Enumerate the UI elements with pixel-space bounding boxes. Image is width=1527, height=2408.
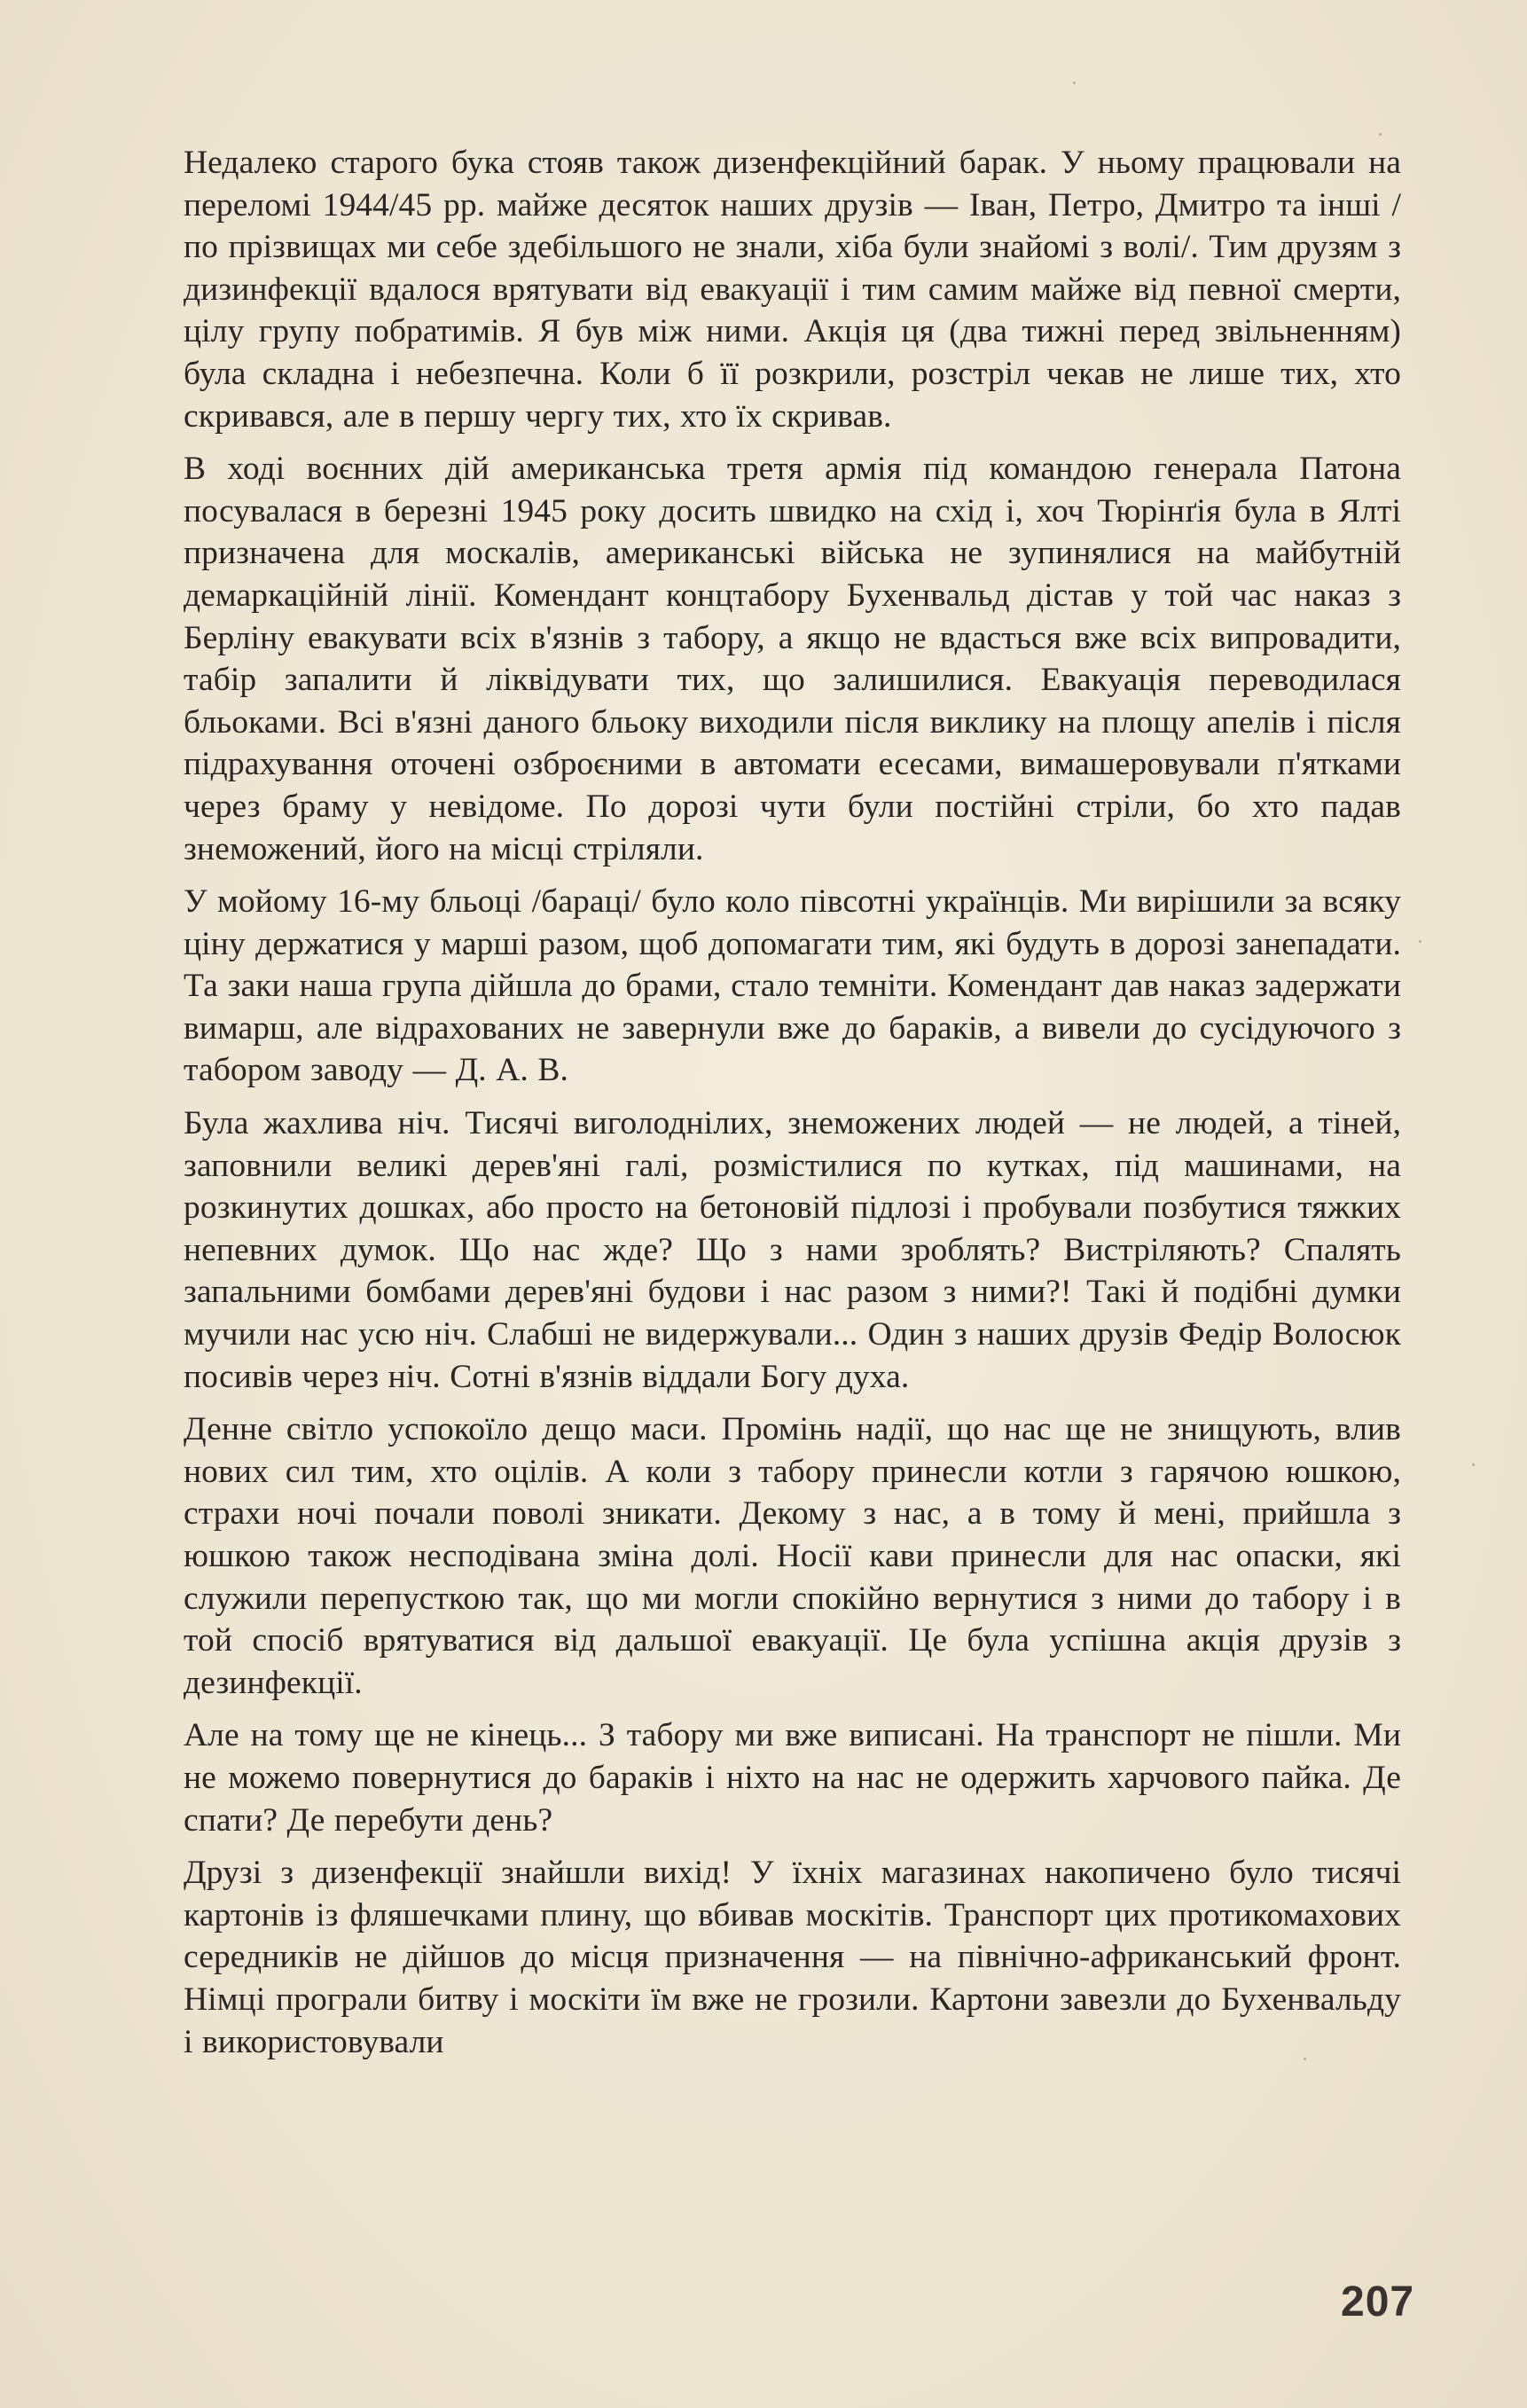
paragraph: Друзі з дизенфекції знайшли вихід! У їхніх магазинах накопичено було тисячі картонів із фляшечками плину, що вбивав москітів. Транспорт цих протикомахових середників не дійшов до місця призначення — на північно-африканський фронт. Німці програли битву і москіти їм вже не грозили. Картони завезли до Бухенвальду і використовували	[184, 1855, 1401, 2060]
paragraph: Була жахлива ніч. Тисячі виголоднілих, знеможених людей — не людей, а тіней, заповнили великі дерев'яні галі, розмістилися по кутках, під машинами, на розкинутих дошках, або просто на бетоновій підлозі і пробували позбутися тяжких непевних думок. Що нас жде? Що з нами зроблять? Вистріляють? Спалять запальними бомбами дерев'яні будови і нас разом з ними?! Такі й подібні думки мучили нас усю ніч. Слабші не видержували... Один з наших друзів Федір Волосюк посивів через ніч. Сотні в'язнів віддали Богу духа.	[184, 1105, 1401, 1395]
paragraph: Але на тому ще не кінець... З табору ми вже виписані. На транспорт не пішли. Ми не можемо повернутися до бараків і ніхто на нас не одержить харчового пайка. Де спати? Де перебути день?	[184, 1717, 1401, 1839]
paragraph: Денне світло успокоїло дещо маси. Промінь надії, що нас ще не знищують, влив нових сил тим, хто оцілів. А коли з табору принесли котли з гарячою юшкою, страхи ночі почали поволі зникати. Декому з нас, а в тому й мені, прийшла з юшкою також несподівана зміна долі. Носії кави принесли для нас опаски, які служили перепусткою так, що ми могли спокійно вернутися з ними до табору і в той спосіб врятуватися від дальшої евакуації. Це була успішна акція друзів з дезинфекції.	[184, 1411, 1401, 1701]
article-text	[184, 142, 1401, 2063]
paragraph: У мойому 16-му бльоці /бараці/ було коло півсотні українців. Ми вирішили за всяку ціну держатися у марші разом, щоб допомагати тим, які будуть в дорозі занепадати. Та заки наша група дійшла до брами, стало темніти. Комендант дав наказ задержати вимарш, але відрахованих не завернули вже до бараків, а вивели до сусідуючого з табором заводу — Д. А. В.	[184, 883, 1401, 1089]
paragraph: В ході воєнних дій американська третя армія під командою генерала Патона посувалася в березні 1945 року досить швидко на схід і, хоч Тюрінґія була в Ялті призначена для москалів, американські війська не зупинялися на майбутній демаркаційній лінії. Комендант концтабору Бухенвальд дістав у той час наказ з Берліну евакувати всіх в'язнів з табору, а якщо не вдасться вже всіх випровадити, табір запалити й ліквідувати тих, що залишилися. Евакуація переводилася бльоками. Всі в'язні даного бльоку виходили після виклику на площу апелів і після підрахування оточені озброєними в автомати есесами, вимашеровували п'ятками через браму у невідоме. По дорозі чути були постійні стріли, бо хто падав знеможений, його на місці стріляли.	[184, 451, 1401, 867]
paragraph: Недалеко старого бука стояв також дизенфекційний барак. У ньому працювали на переломі 1944/45 рр. майже десяток наших друзів — Іван, Петро, Дмитро та інші /по прізвищах ми себе здебільшого не знали, хіба були знайомі з волі/. Тим друзям з дизинфекції вдалося врятувати від евакуації і тим самим майже від певної смерти, цілу групу побратимів. Я був між ними. Акція ця (два тижні перед звільненням) була складна і небезпечна. Коли б її розкрили, розстріл чекав не лише тих, хто скривався, але в першу чергу тих, хто їх скривав.	[184, 145, 1401, 435]
page-number: 207	[1341, 2279, 1415, 2326]
